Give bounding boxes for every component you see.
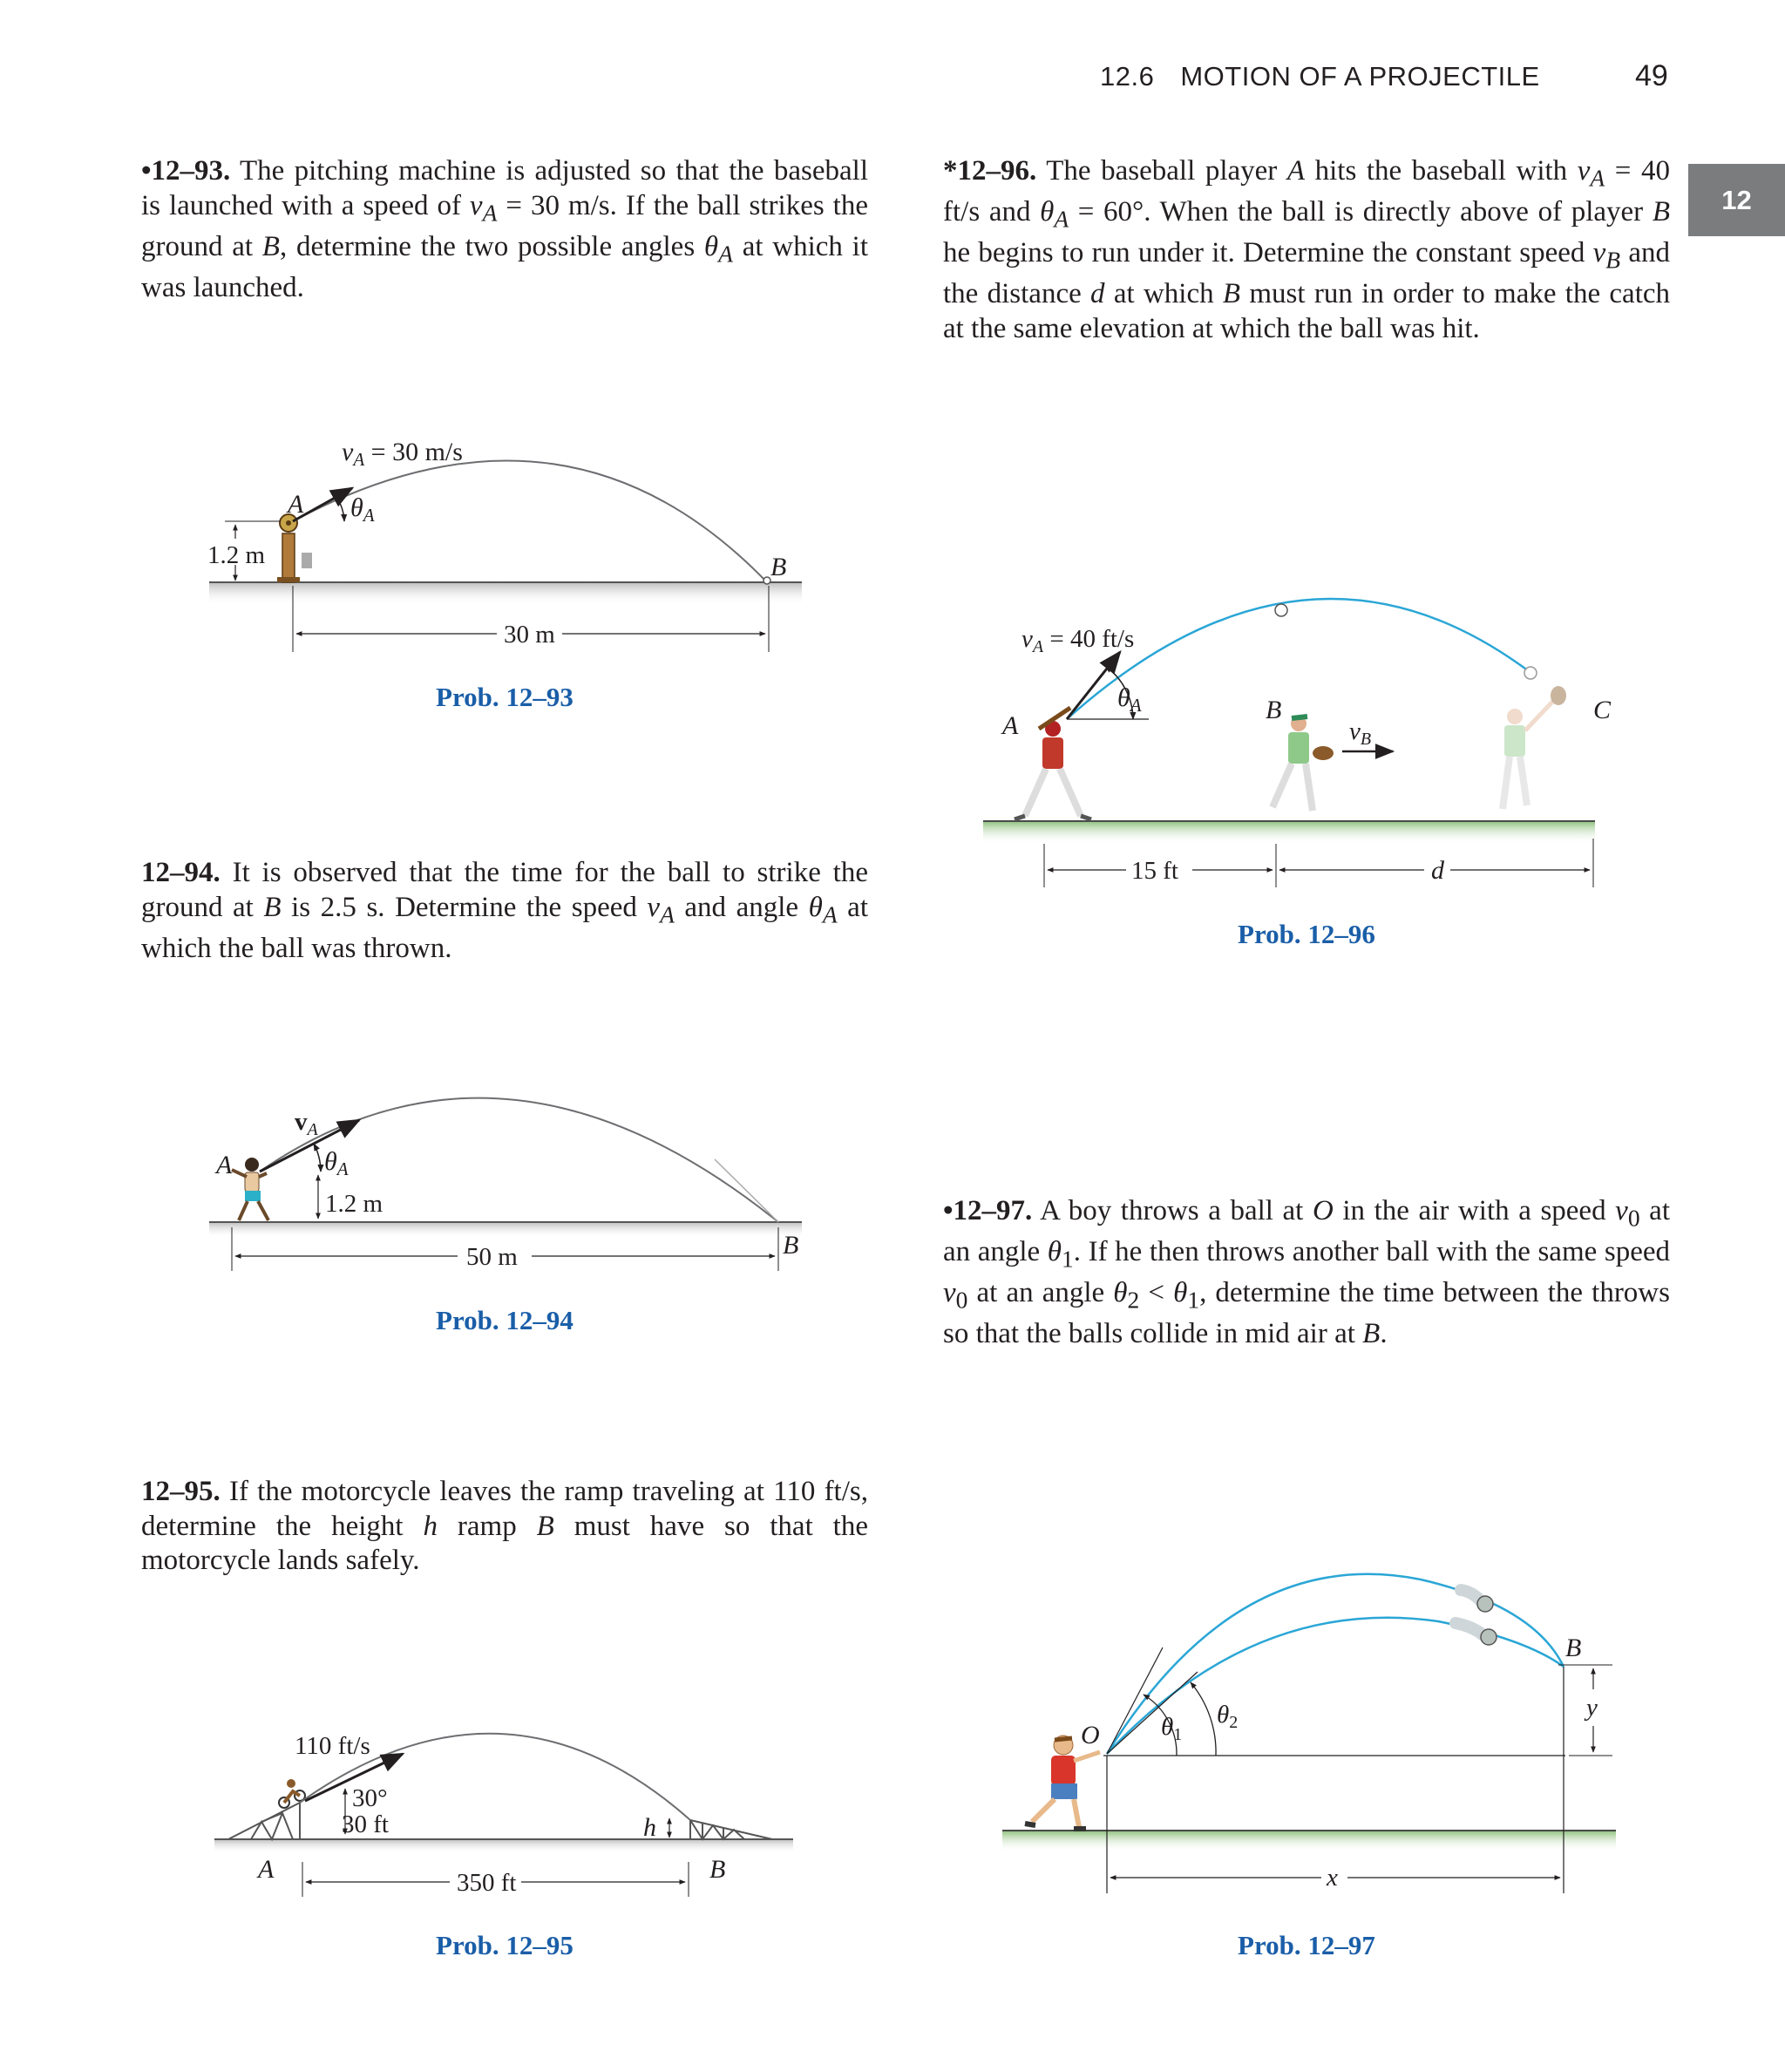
variable: θ bbox=[1113, 1277, 1128, 1309]
variable: h bbox=[423, 1510, 438, 1542]
point-b-label: B bbox=[1266, 696, 1282, 724]
problem-text: must have so that the motorcycle lands safely. bbox=[141, 1510, 868, 1576]
caption-12-96: Prob. 12–96 bbox=[1238, 919, 1375, 949]
subscript: A bbox=[822, 900, 838, 928]
problem-12-97 bbox=[943, 1194, 1670, 1352]
variable: θ bbox=[1040, 196, 1055, 228]
subscript: A bbox=[660, 900, 675, 928]
problem-number: •12–97. bbox=[943, 1195, 1033, 1226]
x-label: x bbox=[1327, 1864, 1338, 1892]
problem-text: ramp bbox=[437, 1510, 537, 1542]
point-b-label: B bbox=[1565, 1634, 1582, 1662]
angle-label: $\theta_A$ bbox=[324, 1147, 349, 1179]
variable: v bbox=[1592, 237, 1606, 269]
motion-blur bbox=[1456, 1623, 1483, 1635]
subscript: 1 bbox=[1187, 1286, 1200, 1314]
theta2-line bbox=[1107, 1672, 1198, 1754]
variable: v bbox=[469, 189, 483, 221]
ground bbox=[983, 821, 1595, 844]
ground bbox=[209, 1222, 802, 1238]
variable: θ bbox=[808, 891, 823, 923]
point-a-label: A bbox=[258, 1855, 275, 1884]
problem-text: = 40 ft/s and bbox=[943, 155, 1670, 228]
problem-text: at an angle bbox=[943, 1195, 1670, 1268]
vector-label: $v_A$ bbox=[295, 1108, 318, 1139]
problem-text: = 30 m/s. If the ball strikes the ground at bbox=[141, 189, 868, 262]
y-label: y bbox=[1586, 1694, 1598, 1722]
subscript: 2 bbox=[1127, 1286, 1140, 1314]
problem-text: he begins to run under it. Determine the constant speed bbox=[943, 237, 1593, 269]
fielder-b-icon bbox=[1273, 716, 1334, 811]
speed-label: $v_A = 30$ m/s bbox=[342, 438, 463, 470]
problem-12-96 bbox=[943, 154, 1670, 346]
problem-text: , determine the two possible angles bbox=[279, 230, 704, 262]
section-number: 12.6 bbox=[1100, 61, 1155, 92]
subscript: A bbox=[1590, 164, 1605, 192]
ground bbox=[209, 582, 802, 605]
distance-label: 350 ft bbox=[457, 1869, 517, 1897]
variable: B bbox=[536, 1510, 554, 1542]
variable: v bbox=[943, 1277, 956, 1309]
problem-text: < bbox=[1139, 1277, 1174, 1309]
speed-label: $v_A = 40$ ft/s bbox=[1021, 625, 1135, 656]
point-b-label: B bbox=[770, 553, 787, 581]
angle-label: $\theta_A$ bbox=[350, 493, 375, 526]
problem-12-93 bbox=[141, 154, 868, 305]
pitching-machine-icon bbox=[277, 514, 312, 582]
theta1-line bbox=[1107, 1647, 1163, 1754]
fielder-c-icon bbox=[1503, 686, 1566, 809]
problem-text: at which bbox=[1104, 278, 1223, 310]
angle-arc bbox=[314, 1144, 321, 1172]
ball-icon bbox=[1477, 1596, 1493, 1612]
point-b-label: B bbox=[783, 1231, 799, 1260]
problem-number: 12–95. bbox=[141, 1476, 221, 1507]
ball-icon bbox=[764, 577, 770, 584]
angle-arc bbox=[336, 497, 344, 521]
problem-text: and angle bbox=[674, 891, 809, 923]
problem-text: The pitching machine is adjusted so that the baseball is launched with a speed of bbox=[141, 155, 868, 221]
ramp-a-icon bbox=[228, 1803, 300, 1839]
problem-text: It is observed that the time for the ball to strike the ground at bbox=[141, 857, 868, 923]
figure-12-97 bbox=[872, 1552, 1785, 1900]
subscript: A bbox=[1054, 205, 1069, 233]
figure-12-95 bbox=[0, 1726, 872, 1900]
point-b-label: B bbox=[709, 1855, 726, 1884]
subscript: A bbox=[482, 199, 498, 227]
height-label: 1.2 m bbox=[207, 541, 266, 569]
figure-12-96 bbox=[872, 575, 1785, 907]
height-label: 1.2 m bbox=[325, 1190, 383, 1218]
problem-text: , determine the time between the throws so that the balls collide in mid air at bbox=[943, 1277, 1670, 1350]
point-c-label: C bbox=[1593, 696, 1612, 724]
point-a-label: A bbox=[216, 1151, 233, 1179]
section-title: MOTION OF A PROJECTILE bbox=[1180, 61, 1540, 92]
batter-icon bbox=[1015, 708, 1091, 819]
problem-number: •12–93. bbox=[141, 155, 231, 187]
distance-label: 50 m bbox=[466, 1243, 518, 1271]
variable: θ bbox=[1047, 1236, 1062, 1268]
h-label: h bbox=[643, 1813, 656, 1842]
problem-text: . If he then throws another ball with the same speed bbox=[1073, 1236, 1670, 1268]
problem-text: The baseball player bbox=[1036, 155, 1287, 187]
variable: θ bbox=[1173, 1277, 1188, 1309]
point-o-label: O bbox=[1081, 1721, 1100, 1749]
problem-text: If the motorcycle leaves the ramp traveling at 110 ft/s, determine the height bbox=[141, 1476, 868, 1542]
problem-text: and the distance bbox=[943, 237, 1670, 310]
problem-text: is 2.5 s. Determine the speed bbox=[281, 891, 648, 923]
theta2-arc bbox=[1191, 1682, 1216, 1756]
page-number: 49 bbox=[1635, 59, 1668, 92]
boy-icon bbox=[1025, 1736, 1100, 1829]
variable: B bbox=[261, 230, 280, 262]
problem-text: at an angle bbox=[967, 1277, 1114, 1309]
figure-12-93 bbox=[0, 418, 872, 680]
distance-label: 30 m bbox=[504, 621, 555, 649]
ground bbox=[1002, 1831, 1616, 1851]
velocity-arrow bbox=[1067, 652, 1120, 719]
ball-icon bbox=[1275, 604, 1287, 616]
angle-label: 30° bbox=[352, 1784, 388, 1812]
theta2-label: $\theta_2$ bbox=[1217, 1701, 1239, 1732]
problem-text: in the air with a speed bbox=[1333, 1195, 1616, 1226]
variable: B bbox=[1222, 278, 1241, 310]
problem-text: must run in order to make the catch at the same elevation at which the ball was hit. bbox=[943, 278, 1671, 344]
point-a-label: A bbox=[1002, 711, 1019, 740]
problem-text: hits the baseball with bbox=[1305, 155, 1578, 187]
variable: d bbox=[1090, 278, 1105, 310]
dist2-label: d bbox=[1431, 856, 1444, 885]
thrower-icon bbox=[232, 1158, 268, 1220]
variable: A bbox=[1286, 155, 1306, 187]
running-head bbox=[1100, 61, 1540, 92]
caption-12-95: Prob. 12–95 bbox=[436, 1930, 574, 1960]
ground bbox=[214, 1839, 793, 1853]
ramp-b-icon bbox=[690, 1820, 772, 1839]
point-a-label: A bbox=[288, 490, 304, 519]
variable: B bbox=[1362, 1318, 1381, 1350]
subscript: A bbox=[718, 240, 733, 268]
caption-12-94: Prob. 12–94 bbox=[436, 1305, 574, 1335]
problem-text: at which it was launched. bbox=[141, 230, 868, 303]
ball-icon bbox=[1481, 1629, 1497, 1645]
variable: θ bbox=[703, 230, 719, 262]
variable: v bbox=[1577, 155, 1591, 187]
variable: B bbox=[1652, 196, 1670, 228]
figure-12-94 bbox=[0, 1090, 872, 1281]
subscript: 0 bbox=[955, 1286, 968, 1314]
theta1-label: $\theta_1$ bbox=[1161, 1713, 1183, 1744]
motion-streak bbox=[715, 1159, 778, 1222]
subscript: 1 bbox=[1062, 1245, 1074, 1273]
variable: O bbox=[1312, 1195, 1334, 1226]
variable: B bbox=[263, 891, 282, 923]
vb-label: $v_B$ bbox=[1349, 717, 1372, 749]
dist1-label: 15 ft bbox=[1131, 857, 1178, 885]
caption-12-97: Prob. 12–97 bbox=[1238, 1930, 1375, 1960]
caption-12-93: Prob. 12–93 bbox=[436, 682, 574, 712]
problem-number: 12–94. bbox=[141, 857, 221, 888]
problem-text: A boy throws a ball at bbox=[1032, 1195, 1313, 1226]
ball-icon bbox=[1524, 667, 1537, 679]
variable: v bbox=[647, 891, 661, 923]
speed-label: 110 ft/s bbox=[295, 1732, 370, 1760]
subscript: B bbox=[1605, 246, 1621, 274]
variable: v bbox=[1615, 1195, 1628, 1226]
problem-12-94 bbox=[141, 856, 868, 966]
problem-text: at which the ball was thrown. bbox=[141, 891, 868, 964]
problem-text: = 60°. When the ball is directly above of player bbox=[1069, 196, 1653, 228]
problem-number: *12–96. bbox=[943, 155, 1037, 187]
chapter-tab: 12 bbox=[1688, 164, 1785, 236]
problem-text: . bbox=[1380, 1318, 1388, 1350]
subscript: 0 bbox=[1627, 1204, 1640, 1232]
motorcycle-icon bbox=[279, 1779, 305, 1808]
height-label: 30 ft bbox=[342, 1810, 389, 1838]
problem-12-95 bbox=[141, 1475, 868, 1579]
angle-label: $\theta_A$ bbox=[1117, 683, 1142, 716]
